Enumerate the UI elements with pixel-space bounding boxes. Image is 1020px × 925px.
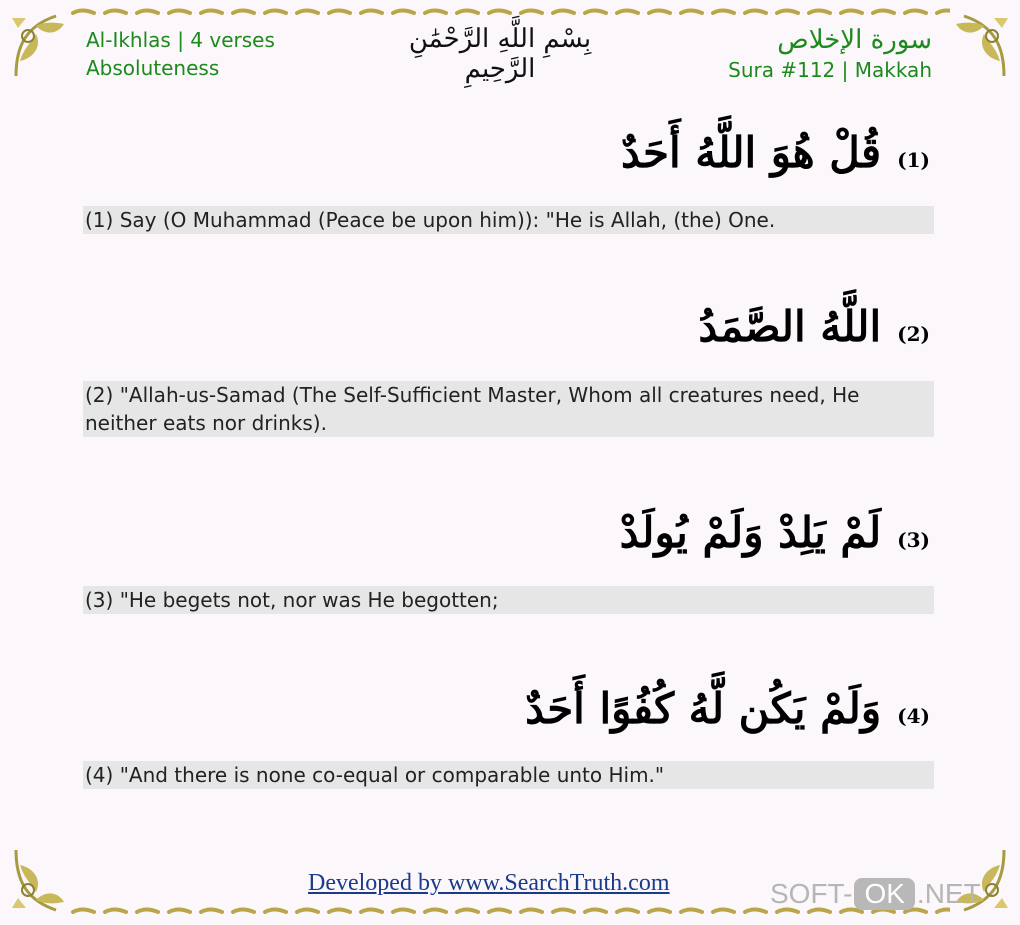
verse-1-arabic [621,128,930,177]
verse-3-number: (3) [897,528,930,552]
verse-1-translation: (1) Say (O Muhammad (Peace be upon him)): "He is Allah, (the) One. [83,206,934,234]
verse-2-arabic [698,302,930,351]
floral-corner-ornament-icon [6,6,76,86]
watermark-right: .NET [916,878,981,909]
surah-meaning-line: Absoluteness [86,56,220,80]
surah-info [728,24,932,84]
surah-summary [86,26,275,82]
verse-4-text: وَلَمْ يَكُن لَّهُ كُفُوًا أَحَدٌ [525,684,882,733]
verse-2-translation: (2) "Allah-us-Samad (The Self-Sufficient Master, Whom all creatures need, He neither eats nor drinks). [83,381,934,437]
verse-4-translation: (4) "And there is none co-equal or comparable unto Him." [83,761,934,789]
verse-3-text: لَمْ يَلِدْ وَلَمْ يُولَدْ [619,508,882,557]
verse-2-text: اللَّهُ الصَّمَدُ [698,302,882,351]
floral-corner-ornament-icon [6,840,76,920]
verse-2-number: (2) [897,322,930,346]
verse-1-number: (1) [897,148,930,172]
verse-3-translation: (3) "He begets not, nor was He begotten; [83,586,934,614]
sura-number-location: Sura #112 | Makkah [728,58,932,82]
surah-arabic-name: سورة الإخلاص [777,25,932,55]
surah-title-line: Al-Ikhlas | 4 verses [86,28,275,52]
watermark-left: SOFT- [770,878,853,909]
developer-link[interactable]: Developed by www.SearchTruth.com [308,870,670,896]
verse-4-arabic [525,684,930,733]
verse-4-number: (4) [897,704,930,728]
verse-1-text: قُلْ هُوَ اللَّهُ أَحَدٌ [620,128,882,177]
bismillah-calligraphy: بِسْمِ اللَّهِ الرَّحْمَٰنِ الرَّحِيمِ [408,24,592,84]
watermark-ok: OK [854,878,914,910]
top-border-ornament [70,6,950,20]
watermark [770,878,981,910]
verse-3-arabic [620,508,930,557]
floral-corner-ornament-icon [944,6,1014,86]
